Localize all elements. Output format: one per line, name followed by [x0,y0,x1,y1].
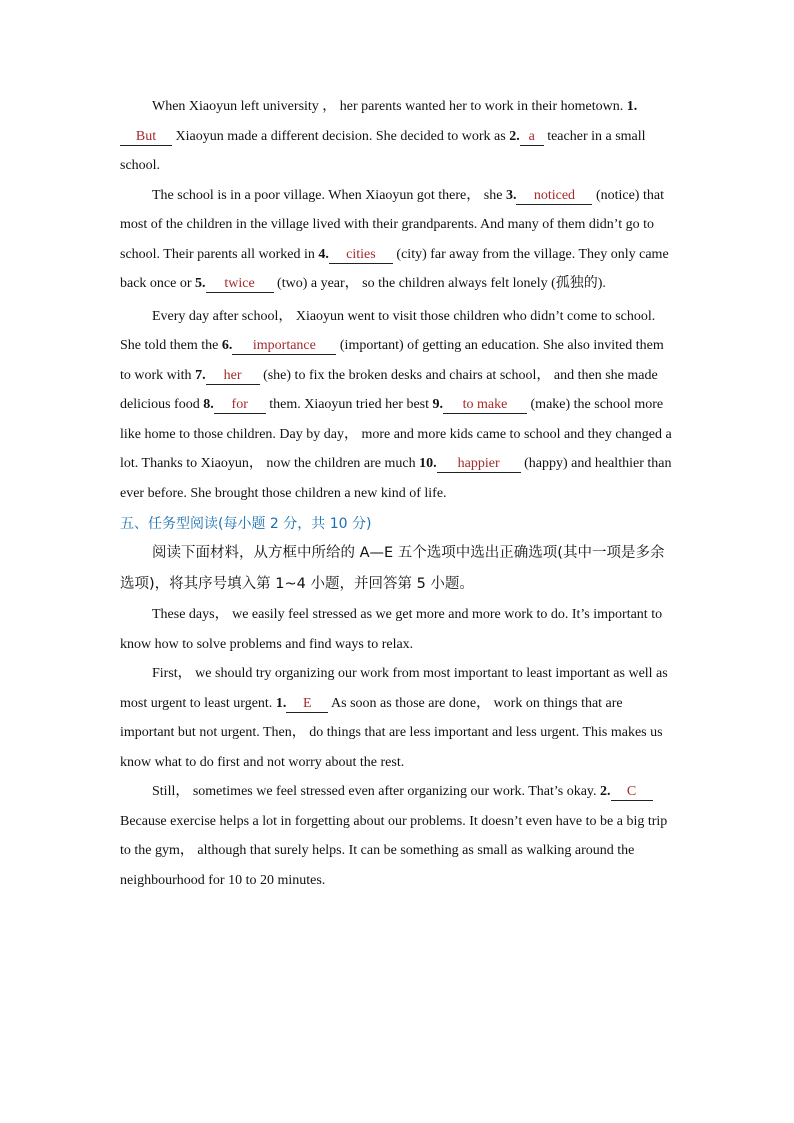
text-run: (city) far away from the village. They only came back once or [120,246,669,291]
text-run: First， we should try organizing our work from most important to least important as well as most urgent to least urgent. [120,666,668,711]
answer-blank-9: to make [443,397,527,414]
answer-blank-8: for [214,397,266,414]
passage2-paragraph2 [120,659,676,777]
text-run: (notice) that most of the children in the village lived with their grandparents. And many of them didn’t go to school. Their parents all worked in [120,187,664,262]
text-run: Because exercise helps a lot in forgetting about our problems. It doesn’t even have to be a big trip to the gym， although that surely helps. It can be something as small as walking around the neighbourhood for 10 to 20 minutes. [120,813,668,888]
blank-number-4: 4. [318,246,329,262]
task-answer-blank-2: C [611,784,653,801]
passage1-paragraph1 [120,92,676,181]
text-run: (important) of getting an education. She also invited them to work with [120,338,664,383]
answer-blank-7: her [206,368,260,385]
blank-number-2: 2. [509,128,520,144]
blank-number-6: 6. [221,338,233,353]
passage1-paragraph2 [120,181,676,299]
task-number-2: 2. [600,784,611,799]
text-run: Every day after school， Xiaoyun went to visit those children who didn’t come to school. She told them the [120,308,656,353]
task-answer-blank-1: E [286,696,328,713]
blank-number-3: 3. [505,187,517,203]
text-run: Still， sometimes we feel stressed even after organizing our work. That’s okay. [152,784,601,799]
text-run: (two) a year， so the children always felt lonely (孤独的). [273,276,606,291]
task-number-1: 1. [275,695,287,711]
text-run: (make) the school more like home to those children. Day by day， more and more kids came to school and they changed a lot. Thanks to Xiaoyun， now the children are much [120,397,672,471]
blank-number-7: 7. [195,367,206,383]
text-run: them. Xiaoyun tried her best [265,397,433,412]
section-instruction: 阅读下面材料，从方框中所给的 A—E 五个选项中选出正确选项(其中一项是多余选项)，将其序号填入第 1~4 小题，并回答第 5 小题。 [120,545,665,592]
answer-blank-5: twice [206,276,274,293]
text-run: (she) to fix the broken desks and chairs at school， and then she made delicious food [120,367,658,412]
passage1-paragraph3 [120,302,676,509]
section-heading: 五、任务型阅读(每小题 2 分，共 10 分) [120,516,372,532]
blank-number-9: 9. [432,397,444,412]
text-run: Xiaoyun made a different decision. She decided to work as [172,128,510,144]
text-run: As soon as those are done， work on things that are important but not urgent. Then， do things that are less important and less urgent. This makes us know what to do first and not worry about the rest. [120,695,663,770]
passage2-paragraph3 [120,777,676,895]
answer-blank-6: importance [232,338,336,355]
blank-number-1: 1. [626,99,638,114]
text-run: The school is in a poor village. When Xiaoyun got there， she [152,187,506,203]
text-run: (happy) and healthier than ever before. She brought those children a new kind of life. [120,456,672,501]
text-run: When Xiaoyun left university ， her parents wanted her to work in their hometown. [152,99,627,114]
answer-blank-2: a [520,129,544,146]
text-run: teacher in a small school. [120,128,646,173]
answer-blank-1: But [120,129,172,146]
answer-blank-3: noticed [516,188,592,205]
blank-number-5: 5. [195,276,206,291]
blank-number-10: 10. [419,456,437,471]
answer-blank-10: happier [437,456,521,473]
answer-blank-4: cities [329,247,393,264]
worksheet-page [120,92,676,895]
passage2-paragraph1: These days， we easily feel stressed as we get more and more work to do. It’s important to know how to solve problems and find ways to relax. [120,607,663,652]
blank-number-8: 8. [203,397,214,412]
